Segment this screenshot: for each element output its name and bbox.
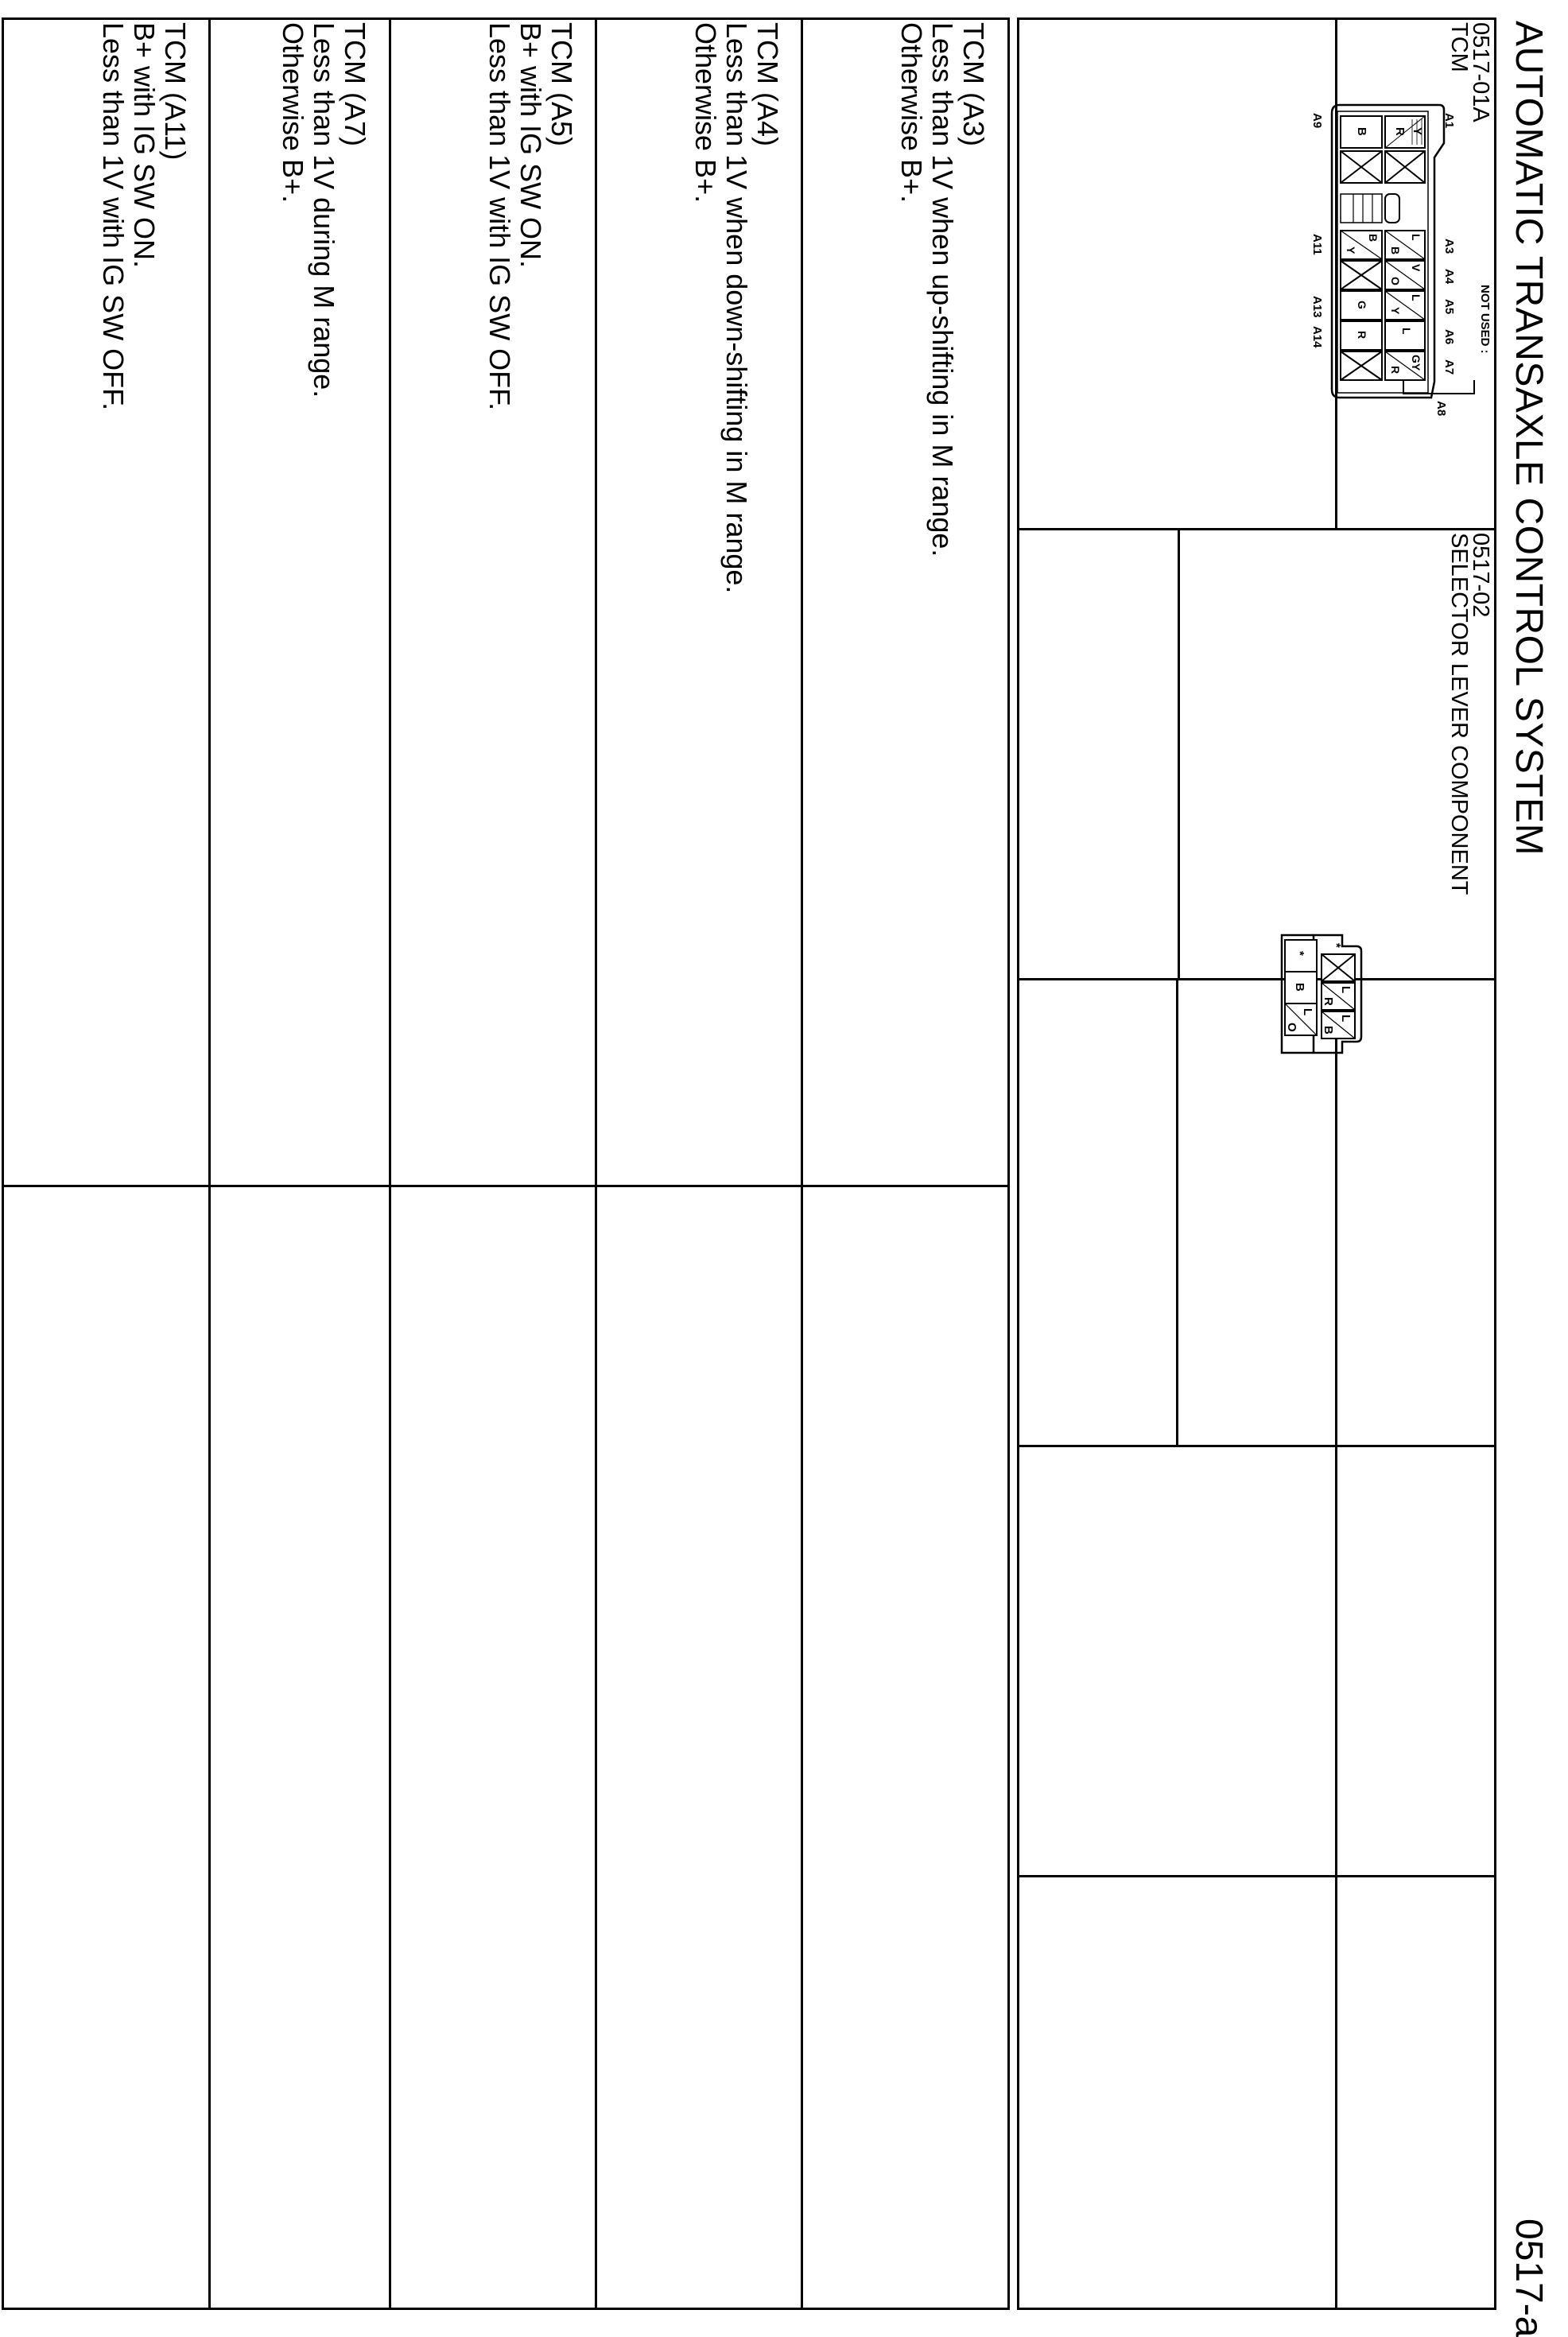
row-description: Less than 1V with IG SW OFF. bbox=[483, 22, 516, 411]
pin-label-a3: A3 bbox=[1442, 239, 1456, 254]
wire-color: L bbox=[1301, 1008, 1314, 1016]
row-description: Otherwise B+. bbox=[895, 22, 928, 204]
pin-label-a11: A11 bbox=[1310, 234, 1324, 255]
wire-color: R bbox=[1393, 127, 1407, 136]
wire-color: B bbox=[1389, 247, 1402, 255]
pin-label-a8: A8 bbox=[1434, 401, 1448, 417]
wire-color: R bbox=[1356, 331, 1368, 340]
table-row bbox=[98, 22, 191, 410]
pin-labels-top bbox=[1434, 113, 1456, 416]
pin-label-a5: A5 bbox=[1442, 299, 1456, 315]
pin-label-a1: A1 bbox=[1442, 113, 1456, 129]
pin-labels-bottom bbox=[1310, 113, 1324, 348]
row-connector: TCM (A7) bbox=[339, 22, 371, 146]
wire-color: L bbox=[1400, 328, 1413, 335]
wire-color: Y bbox=[1389, 307, 1402, 315]
page-title: AUTOMATIC TRANSAXLE CONTROL SYSTEM bbox=[1508, 21, 1550, 856]
pin-label-a13: A13 bbox=[1310, 296, 1324, 318]
pin-label-a9: A9 bbox=[1310, 113, 1324, 129]
wire-color: B bbox=[1355, 127, 1368, 136]
wire-color: L bbox=[1339, 1015, 1353, 1023]
row-description: Otherwise B+. bbox=[689, 22, 722, 204]
wire-color: R bbox=[1389, 366, 1402, 375]
pin-label-a4: A4 bbox=[1442, 269, 1456, 285]
wire-color: Y bbox=[1345, 247, 1357, 254]
wire-color: L bbox=[1410, 294, 1422, 301]
row-connector: TCM (A3) bbox=[957, 22, 990, 146]
wire-color: * bbox=[1293, 951, 1306, 956]
wire-color: G bbox=[1356, 301, 1368, 309]
table-row bbox=[484, 22, 577, 410]
wire-color: B bbox=[1293, 983, 1306, 992]
tcm-connector-diagram bbox=[1240, 95, 1479, 588]
wire-color: L bbox=[1339, 986, 1353, 994]
row-description: Less than 1V when up-shifting in M range. bbox=[926, 22, 959, 557]
table-row bbox=[278, 22, 371, 398]
wire-color: Y bbox=[1411, 127, 1424, 136]
connector-code: 0517-01A bbox=[1468, 22, 1493, 122]
row-description: Less than 1V with IG SW OFF. bbox=[97, 22, 130, 411]
wire-color: R bbox=[1322, 997, 1335, 1006]
row-connector: TCM (A4) bbox=[751, 22, 784, 146]
connector-name: TCM bbox=[1446, 22, 1472, 72]
connector-name: SELECTOR LEVER COMPONENT bbox=[1446, 533, 1472, 895]
wire-color: O bbox=[1389, 277, 1402, 285]
row-description: Less than 1V during M range. bbox=[308, 22, 340, 398]
wire-color: * bbox=[1329, 943, 1343, 948]
wire-color: O bbox=[1285, 1023, 1298, 1032]
wire-color: GY bbox=[1410, 355, 1422, 371]
pin-label-a6: A6 bbox=[1442, 329, 1456, 345]
wire-color: B bbox=[1322, 1026, 1335, 1035]
table-row bbox=[690, 22, 783, 593]
pin-label-a14: A14 bbox=[1310, 326, 1324, 348]
row-description: Otherwise B+. bbox=[277, 22, 309, 204]
row-connector: TCM (A11) bbox=[159, 22, 192, 161]
not-used-label: NOT USED : bbox=[1478, 285, 1492, 354]
wire-color: B bbox=[1367, 234, 1380, 243]
wire-color: L bbox=[1410, 234, 1422, 241]
table-row bbox=[896, 22, 989, 557]
wire-color: V bbox=[1410, 264, 1422, 272]
row-description: B+ with IG SW ON. bbox=[128, 22, 161, 269]
selector-connector-diagram bbox=[1242, 922, 1393, 1066]
page-id: 0517-a bbox=[1508, 2219, 1550, 2337]
pin-label-a7: A7 bbox=[1442, 359, 1456, 375]
row-connector: TCM (A5) bbox=[545, 22, 578, 146]
row-description: Less than 1V when down-shifting in M range. bbox=[720, 22, 753, 594]
row-description: B+ with IG SW ON. bbox=[514, 22, 547, 269]
connector-code: 0517-02 bbox=[1468, 533, 1493, 618]
